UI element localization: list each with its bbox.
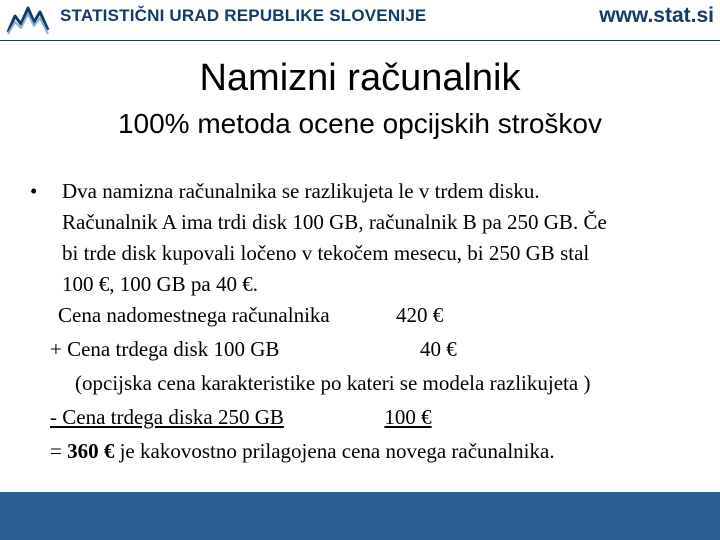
- organization-name: STATISTIČNI URAD REPUBLIKE SLOVENIJE: [60, 6, 427, 25]
- header: [0, 0, 720, 40]
- result-amount: 360 €: [67, 439, 115, 463]
- replacement-price-value: 420 €: [396, 303, 444, 327]
- graph-line-logo-icon: [6, 2, 50, 36]
- paragraph-line: 100 €, 100 GB pa 40 €.: [62, 272, 258, 296]
- slide-title: Namizni računalnik: [199, 57, 521, 99]
- header-divider: [0, 40, 720, 41]
- disk-250-price-label: - Cena trdega diska 250 GB: [50, 405, 284, 429]
- disk-100-price-label: + Cena trdega disk 100 GB: [50, 337, 280, 361]
- result-text: je kakovostno prilagojena cena novega računalnika.: [114, 439, 555, 463]
- slide-subtitle: 100% metoda ocene opcijskih stroškov: [117, 108, 603, 139]
- disk-250-price-value: 100 €: [384, 405, 432, 429]
- replacement-price-label: Cena nadomestnega računalnika: [58, 303, 330, 327]
- bullet-icon: •: [30, 179, 38, 203]
- paragraph-line: Računalnik A ima trdi disk 100 GB, računalnik B pa 250 GB. Če: [62, 210, 607, 234]
- disk-100-price-value: 40 €: [420, 337, 457, 361]
- option-cost-note: (opcijska cena karakteristike po kateri se modela razlikujeta ): [75, 371, 591, 395]
- footer-bar: [0, 492, 720, 540]
- result-prefix: =: [50, 439, 68, 463]
- paragraph-line: Dva namizna računalnika se razlikujeta le v trdem disku.: [62, 179, 540, 203]
- adjusted-price-result: [50, 436, 555, 467]
- paragraph-line: bi trde disk kupovali ločeno v tekočem mesecu, bi 250 GB stal: [62, 241, 590, 265]
- website-url: www.stat.si: [599, 4, 714, 27]
